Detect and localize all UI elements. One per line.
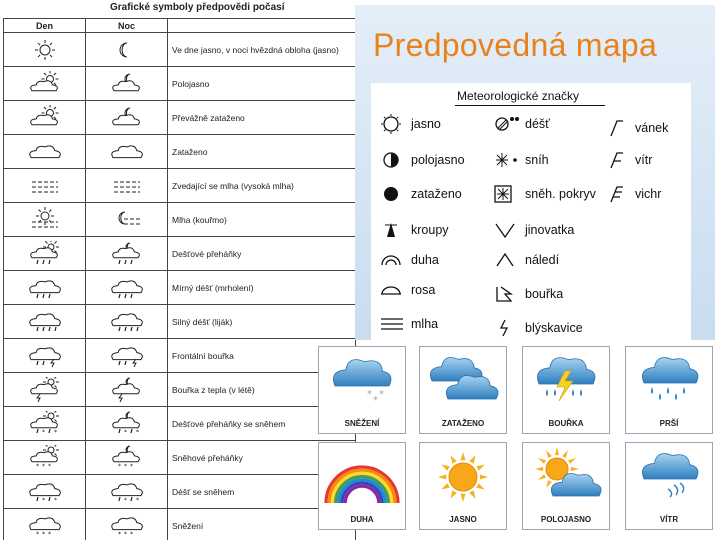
- legend-item-label: bouřka: [525, 287, 564, 301]
- sun-icon: [28, 37, 62, 63]
- legend-item: [493, 317, 583, 339]
- column-header-description: [168, 19, 348, 33]
- night-symbol-cell: [86, 305, 168, 339]
- table-row: [4, 135, 356, 169]
- svg-text:*: *: [123, 462, 127, 470]
- svg-text:*: *: [35, 462, 39, 470]
- legend-item-label: náledí: [525, 253, 560, 267]
- wind-cloud-icon: [630, 447, 708, 505]
- svg-text:*: *: [47, 530, 51, 538]
- night-symbol-cell: [86, 67, 168, 101]
- sun-icon: [424, 447, 502, 505]
- moon-fog-icon: [110, 207, 144, 233]
- legend-item-label: vítr: [635, 153, 653, 167]
- legend-item-label: vichr: [635, 187, 662, 201]
- table-row: [4, 203, 356, 237]
- day-symbol-cell: [4, 509, 86, 540]
- symbol-description: Silný déšť (liják): [168, 305, 348, 339]
- legend-item-label: jinovatka: [525, 223, 575, 237]
- day-symbol-cell: [4, 203, 86, 237]
- page-title: Predpovedná mapa: [373, 27, 658, 63]
- legend-item: [379, 113, 441, 135]
- weather-card-label: BOUŘKA: [548, 419, 584, 428]
- legend-item-label: zataženo: [411, 187, 462, 201]
- rain-cloud-icon: [630, 351, 708, 409]
- legend-item-label: jasno: [411, 117, 441, 131]
- svg-text:*: *: [53, 496, 57, 504]
- night-symbol-cell: [86, 169, 168, 203]
- table-row: [4, 67, 356, 101]
- thunderstorm-symbol-icon: [493, 283, 519, 305]
- day-symbol-cell: [4, 101, 86, 135]
- svg-text:*: *: [129, 462, 133, 470]
- symbol-description: Frontální bouřka: [168, 339, 348, 373]
- sun-behind-cloud-icon: [28, 105, 62, 131]
- partly-cloudy-symbol-icon: [379, 149, 405, 171]
- night-symbol-cell: [86, 33, 168, 67]
- weather-card-label: DUHA: [350, 515, 374, 524]
- moon-cloud-rain-icon: [110, 241, 144, 267]
- table-row: [4, 33, 356, 67]
- table-row: [4, 271, 356, 305]
- symbols-table: [3, 18, 356, 540]
- column-header-night: Noc: [86, 19, 168, 33]
- snow-cloud-icon: [323, 351, 401, 409]
- cloud-drizzle-icon: [28, 275, 62, 301]
- svg-text:*: *: [373, 395, 378, 406]
- day-symbol-cell: [4, 135, 86, 169]
- night-symbol-cell: [86, 475, 168, 509]
- symbol-description: Bouřka z tepla (v létě): [168, 373, 348, 407]
- svg-text:*: *: [367, 389, 372, 400]
- svg-text:*: *: [53, 428, 57, 436]
- high-fog-icon: [110, 173, 144, 199]
- night-symbol-cell: [86, 509, 168, 540]
- hail-symbol-icon: [379, 219, 405, 241]
- sun-cloud-snow-icon: [28, 445, 62, 471]
- svg-text:*: *: [117, 462, 121, 470]
- legend-item-label: polojasno: [411, 153, 465, 167]
- svg-text:*: *: [135, 428, 139, 436]
- svg-text:*: *: [35, 530, 39, 538]
- overcast-symbol-icon: [379, 183, 405, 205]
- day-symbol-cell: [4, 33, 86, 67]
- table-row: [4, 475, 356, 509]
- weather-card: [522, 442, 610, 530]
- snow-symbol-icon: [493, 149, 519, 171]
- symbol-description: Dešťové přeháňky se sněhem: [168, 407, 348, 441]
- legend-item: [493, 219, 574, 241]
- weather-card-label: POLOJASNO: [540, 515, 592, 524]
- page-title-symbols: Grafické symboly předpovědi počasí: [110, 2, 285, 13]
- table-row: [4, 509, 356, 540]
- weather-card: [318, 442, 406, 530]
- legend-item: [379, 313, 438, 335]
- cloud-snow-icon: [110, 513, 144, 539]
- fog-symbol-icon: [379, 313, 405, 335]
- dew-symbol-icon: [379, 279, 405, 301]
- symbol-description: Mírný déšť (mrholení): [168, 271, 348, 305]
- svg-text:*: *: [123, 428, 127, 436]
- legend-item: [493, 149, 549, 171]
- legend-item: [493, 113, 550, 135]
- sun-behind-cloud-icon: [527, 447, 605, 505]
- moon-cloud-sleet-icon: [110, 411, 144, 437]
- table-row: [4, 441, 356, 475]
- legend-item: [603, 117, 668, 139]
- symbol-description: Převážně zataženo: [168, 101, 348, 135]
- legend-item-label: rosa: [411, 283, 436, 297]
- cloud-snow-icon: [28, 513, 62, 539]
- svg-text:*: *: [41, 428, 45, 436]
- legend-item: [603, 149, 652, 171]
- day-symbol-cell: [4, 67, 86, 101]
- day-symbol-cell: [4, 475, 86, 509]
- symbol-description: Polojasno: [168, 67, 348, 101]
- legend-item: [379, 183, 462, 205]
- cloud-drizzle-icon: [110, 275, 144, 301]
- symbol-description: Mlha (kouřmo): [168, 203, 348, 237]
- snow-cover-symbol-icon: [493, 183, 519, 205]
- night-symbol-cell: [86, 441, 168, 475]
- clear-symbol-icon: [379, 113, 405, 135]
- weather-card-label: JASNO: [449, 515, 477, 524]
- weather-card: [625, 346, 713, 434]
- legend-item: [493, 283, 563, 305]
- svg-text:*: *: [123, 530, 127, 538]
- forecast-map-panel: [355, 5, 715, 340]
- legend-title-underline: [455, 105, 605, 106]
- legend-item: [493, 183, 596, 205]
- rain-symbol-icon: [493, 113, 519, 135]
- weather-card-label: SNĚŽENÍ: [344, 419, 380, 428]
- symbol-description: Sněhové přeháňky: [168, 441, 348, 475]
- sun-cloud-sleet-icon: [28, 411, 62, 437]
- svg-text:*: *: [379, 389, 384, 400]
- symbol-description: Dešťové přeháňky: [168, 237, 348, 271]
- cloud-heavy-rain-icon: [110, 309, 144, 335]
- cloud-sleet-icon: [110, 479, 144, 505]
- legend-item-label: blýskavice: [525, 321, 583, 335]
- sun-fog-icon: [28, 207, 62, 233]
- cloud-heavy-rain-icon: [28, 309, 62, 335]
- table-row: [4, 237, 356, 271]
- moon-cloud-snow-icon: [110, 445, 144, 471]
- legend-item: [379, 149, 465, 171]
- day-symbol-cell: [4, 407, 86, 441]
- glaze-ice-symbol-icon: [493, 249, 519, 271]
- sun-behind-cloud-icon: [28, 71, 62, 97]
- cloud-icon: [28, 139, 62, 165]
- night-symbol-cell: [86, 203, 168, 237]
- night-symbol-cell: [86, 373, 168, 407]
- weather-card-label: VÍTR: [659, 515, 679, 524]
- table-row: [4, 169, 356, 203]
- column-header-day: Den: [4, 19, 86, 33]
- day-symbol-cell: [4, 441, 86, 475]
- legend-title: Meteorologické značky: [457, 89, 580, 103]
- svg-text:*: *: [41, 496, 45, 504]
- symbol-description: Déšť se sněhem: [168, 475, 348, 509]
- night-symbol-cell: [86, 339, 168, 373]
- legend-item-label: kroupy: [411, 223, 449, 237]
- gale-symbol-icon: [603, 183, 629, 205]
- svg-text:*: *: [41, 462, 45, 470]
- day-symbol-cell: [4, 339, 86, 373]
- moon-behind-cloud-icon: [110, 105, 144, 131]
- weather-card: [419, 346, 507, 434]
- table-row: [4, 101, 356, 135]
- day-symbol-cell: [4, 271, 86, 305]
- cloud-thunder-icon: [28, 343, 62, 369]
- symbol-description: Ve dne jasno, v noci hvězdná obloha (jasno): [168, 33, 348, 67]
- weather-card-label: ZATAŽENO: [441, 419, 485, 428]
- svg-text:*: *: [135, 496, 139, 504]
- symbol-description: Zataženo: [168, 135, 348, 169]
- weather-card: [522, 346, 610, 434]
- weather-card: [318, 346, 406, 434]
- legend-item-label: mlha: [411, 317, 439, 331]
- day-symbol-cell: [4, 373, 86, 407]
- cloud-thunder-icon: [110, 343, 144, 369]
- svg-text:*: *: [129, 530, 133, 538]
- legend-item-label: déšť: [525, 117, 550, 131]
- symbol-description: Sněžení: [168, 509, 348, 540]
- legend-item-label: sněh. pokryv: [525, 187, 596, 201]
- cloud-sleet-icon: [28, 479, 62, 505]
- table-row: [4, 407, 356, 441]
- svg-text:*: *: [41, 530, 45, 538]
- sun-cloud-rain-icon: [28, 241, 62, 267]
- overcast-clouds-icon: [424, 351, 502, 409]
- rainbow-symbol-icon: [379, 249, 405, 271]
- sun-cloud-thunder-icon: [28, 377, 62, 403]
- table-row: [4, 373, 356, 407]
- legend-item-label: duha: [411, 253, 439, 267]
- night-symbol-cell: [86, 101, 168, 135]
- weather-card-label: PRŠÍ: [659, 419, 679, 428]
- night-symbol-cell: [86, 407, 168, 441]
- legend-item: [379, 219, 449, 241]
- night-symbol-cell: [86, 237, 168, 271]
- cloud-icon: [110, 139, 144, 165]
- legend-item: [379, 279, 435, 301]
- legend-box: [371, 83, 691, 340]
- legend-item: [379, 249, 439, 271]
- weather-card: [419, 442, 507, 530]
- legend-item: [493, 249, 559, 271]
- rainbow-icon: [323, 447, 401, 505]
- table-row: [4, 339, 356, 373]
- weather-card: [625, 442, 713, 530]
- storm-cloud-icon: [527, 351, 605, 409]
- night-symbol-cell: [86, 135, 168, 169]
- svg-text:*: *: [117, 530, 121, 538]
- night-symbol-cell: [86, 271, 168, 305]
- table-header-row: [4, 19, 356, 33]
- svg-text:*: *: [123, 496, 127, 504]
- legend-item: [603, 183, 661, 205]
- legend-item-label: sníh: [525, 153, 549, 167]
- moon-cloud-thunder-icon: [110, 377, 144, 403]
- breeze-symbol-icon: [603, 117, 629, 139]
- wind-symbol-icon: [603, 149, 629, 171]
- day-symbol-cell: [4, 237, 86, 271]
- high-fog-icon: [28, 173, 62, 199]
- day-symbol-cell: [4, 169, 86, 203]
- moon-behind-cloud-icon: [110, 71, 144, 97]
- moon-icon: [110, 37, 144, 63]
- svg-text:*: *: [47, 462, 51, 470]
- day-symbol-cell: [4, 305, 86, 339]
- legend-item-label: vánek: [635, 121, 669, 135]
- symbol-description: Zvedající se mlha (vysoká mlha): [168, 169, 348, 203]
- lightning-symbol-icon: [493, 317, 519, 339]
- rime-symbol-icon: [493, 219, 519, 241]
- table-row: [4, 305, 356, 339]
